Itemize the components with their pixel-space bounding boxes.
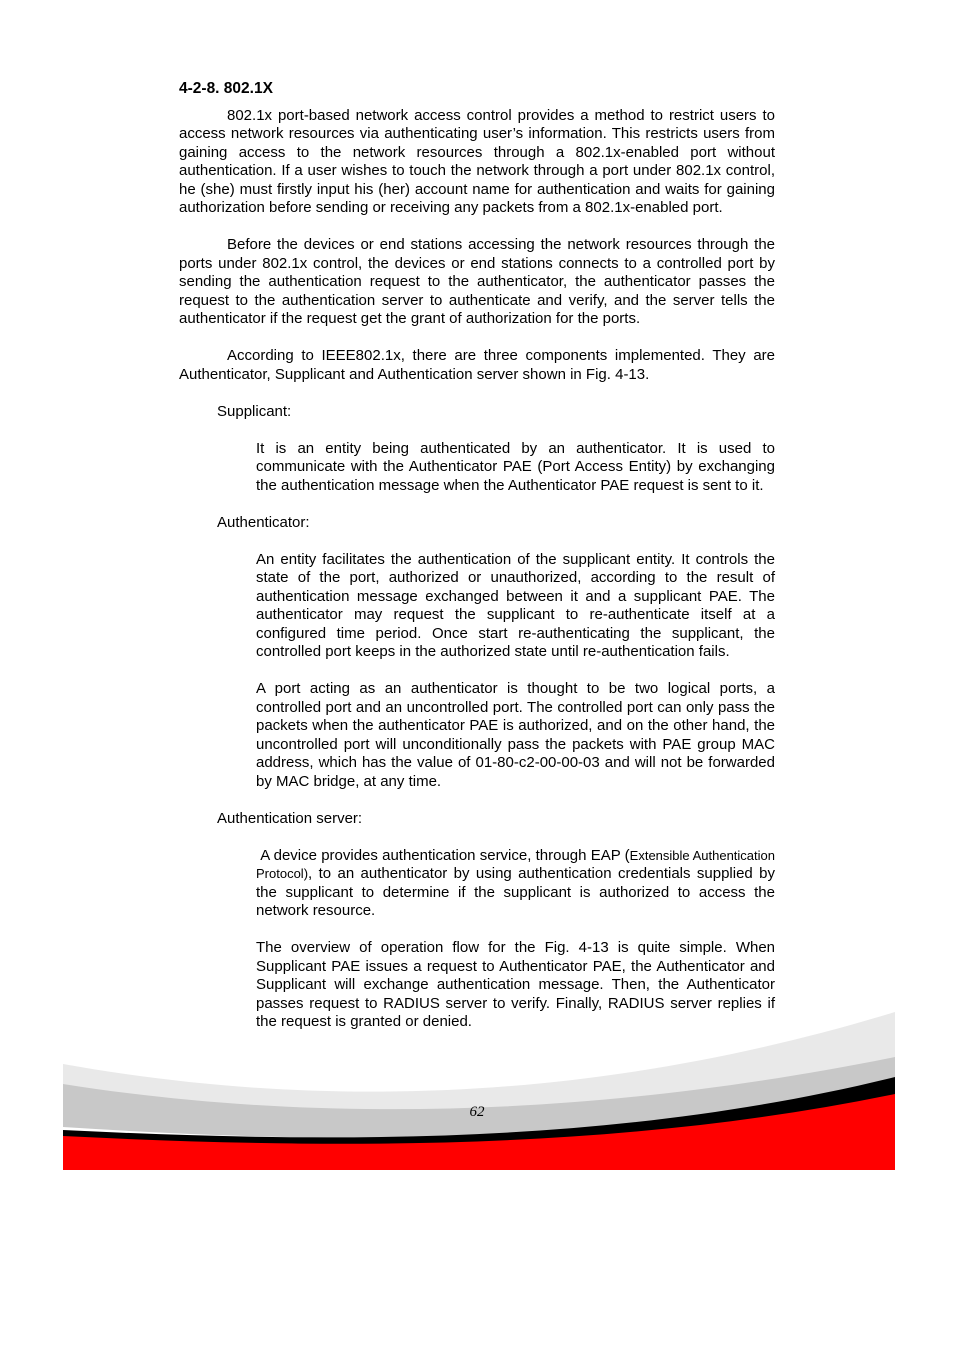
section-heading: 4-2-8. 802.1X	[179, 80, 273, 97]
paragraph-intro: 802.1x port-based network access control provides a method to restrict users to access network resources via authenticating user’s information. This restricts users from gaining access to the network resources through a 802.1x-enabled port without authentication. If a user wishes to touch the network through a port under 802.1x control, he (she) must firstly input his (her) account name for authentication and waits for gaining authorization before sending or receiving any packets from a 802.1x-enabled port.	[179, 106, 775, 216]
paragraph-components: According to IEEE802.1x, there are three components implemented. They are Authenticator, Supplicant and Authentication server shown in Fig. 4-13.	[179, 347, 775, 383]
paragraph-before-devices: Before the devices or end stations accessing the network resources through the ports under 802.1x control, the devices or end stations connects to a controlled port by sending the authentication request to the authenticator, the authenticator passes the request to the authentication server to authenticate and verify, and the server tells the authenticator if the request get the grant of authorization for the ports.	[179, 236, 775, 327]
authentication-server-label: Authentication server:	[217, 809, 363, 827]
eap-text-start: A device provides authentication service, through EAP (	[260, 846, 630, 864]
eap-text-end: , to an authenticator by using authentication credentials supplied by the supplicant to determine if the supplicant is authorized to access the network resource.	[256, 865, 775, 919]
document-body	[179, 80, 775, 1032]
supplicant-label: Supplicant:	[217, 402, 292, 420]
footer-swoosh-decoration	[63, 1012, 895, 1170]
authenticator-label: Authenticator:	[217, 513, 310, 531]
authentication-server-description	[256, 847, 775, 921]
supplicant-description: It is an entity being authenticated by an authenticator. It is used to communicate with the Authenticator PAE (Port Access Entity) by exchanging the authentication message when the Authenticator PAE request is sent to it.	[256, 439, 775, 494]
page-number: 62	[469, 1104, 485, 1120]
eap-expansion: Extensible Authentication Protocol)	[256, 847, 775, 881]
authenticator-ports-description: A port acting as an authenticator is thought to be two logical ports, a controlled port and an uncontrolled port. The controlled port can only pass the packets when the authenticator PAE is authorized, and on the other hand, the uncontrolled port will unconditionally pass the packets with PAE group MAC address, which has the value of 01-80-c2-00-00-03 and will not be forwarded by MAC bridge, at any time.	[256, 680, 775, 790]
operation-overview: The overview of operation flow for the Fig. 4-13 is quite simple. When Supplicant PAE issues a request to Authenticator PAE, the Authenticator and Supplicant will exchange authentication message. Then, the Authenticator passes request to RADIUS server to verify. Finally, RADIUS server replies if the request is granted or denied.	[256, 939, 775, 1030]
authenticator-description: An entity facilitates the authentication of the supplicant entity. It controls the state of the port, authorized or unauthorized, according to the result of authentication message exchanged between it and a supplicant PAE. The authenticator may request the supplicant to re-authenticate itself at a configured time period. Once start re-authenticating the supplicant, the controlled port keeps in the authorized state until re-authentication fails.	[256, 550, 775, 660]
